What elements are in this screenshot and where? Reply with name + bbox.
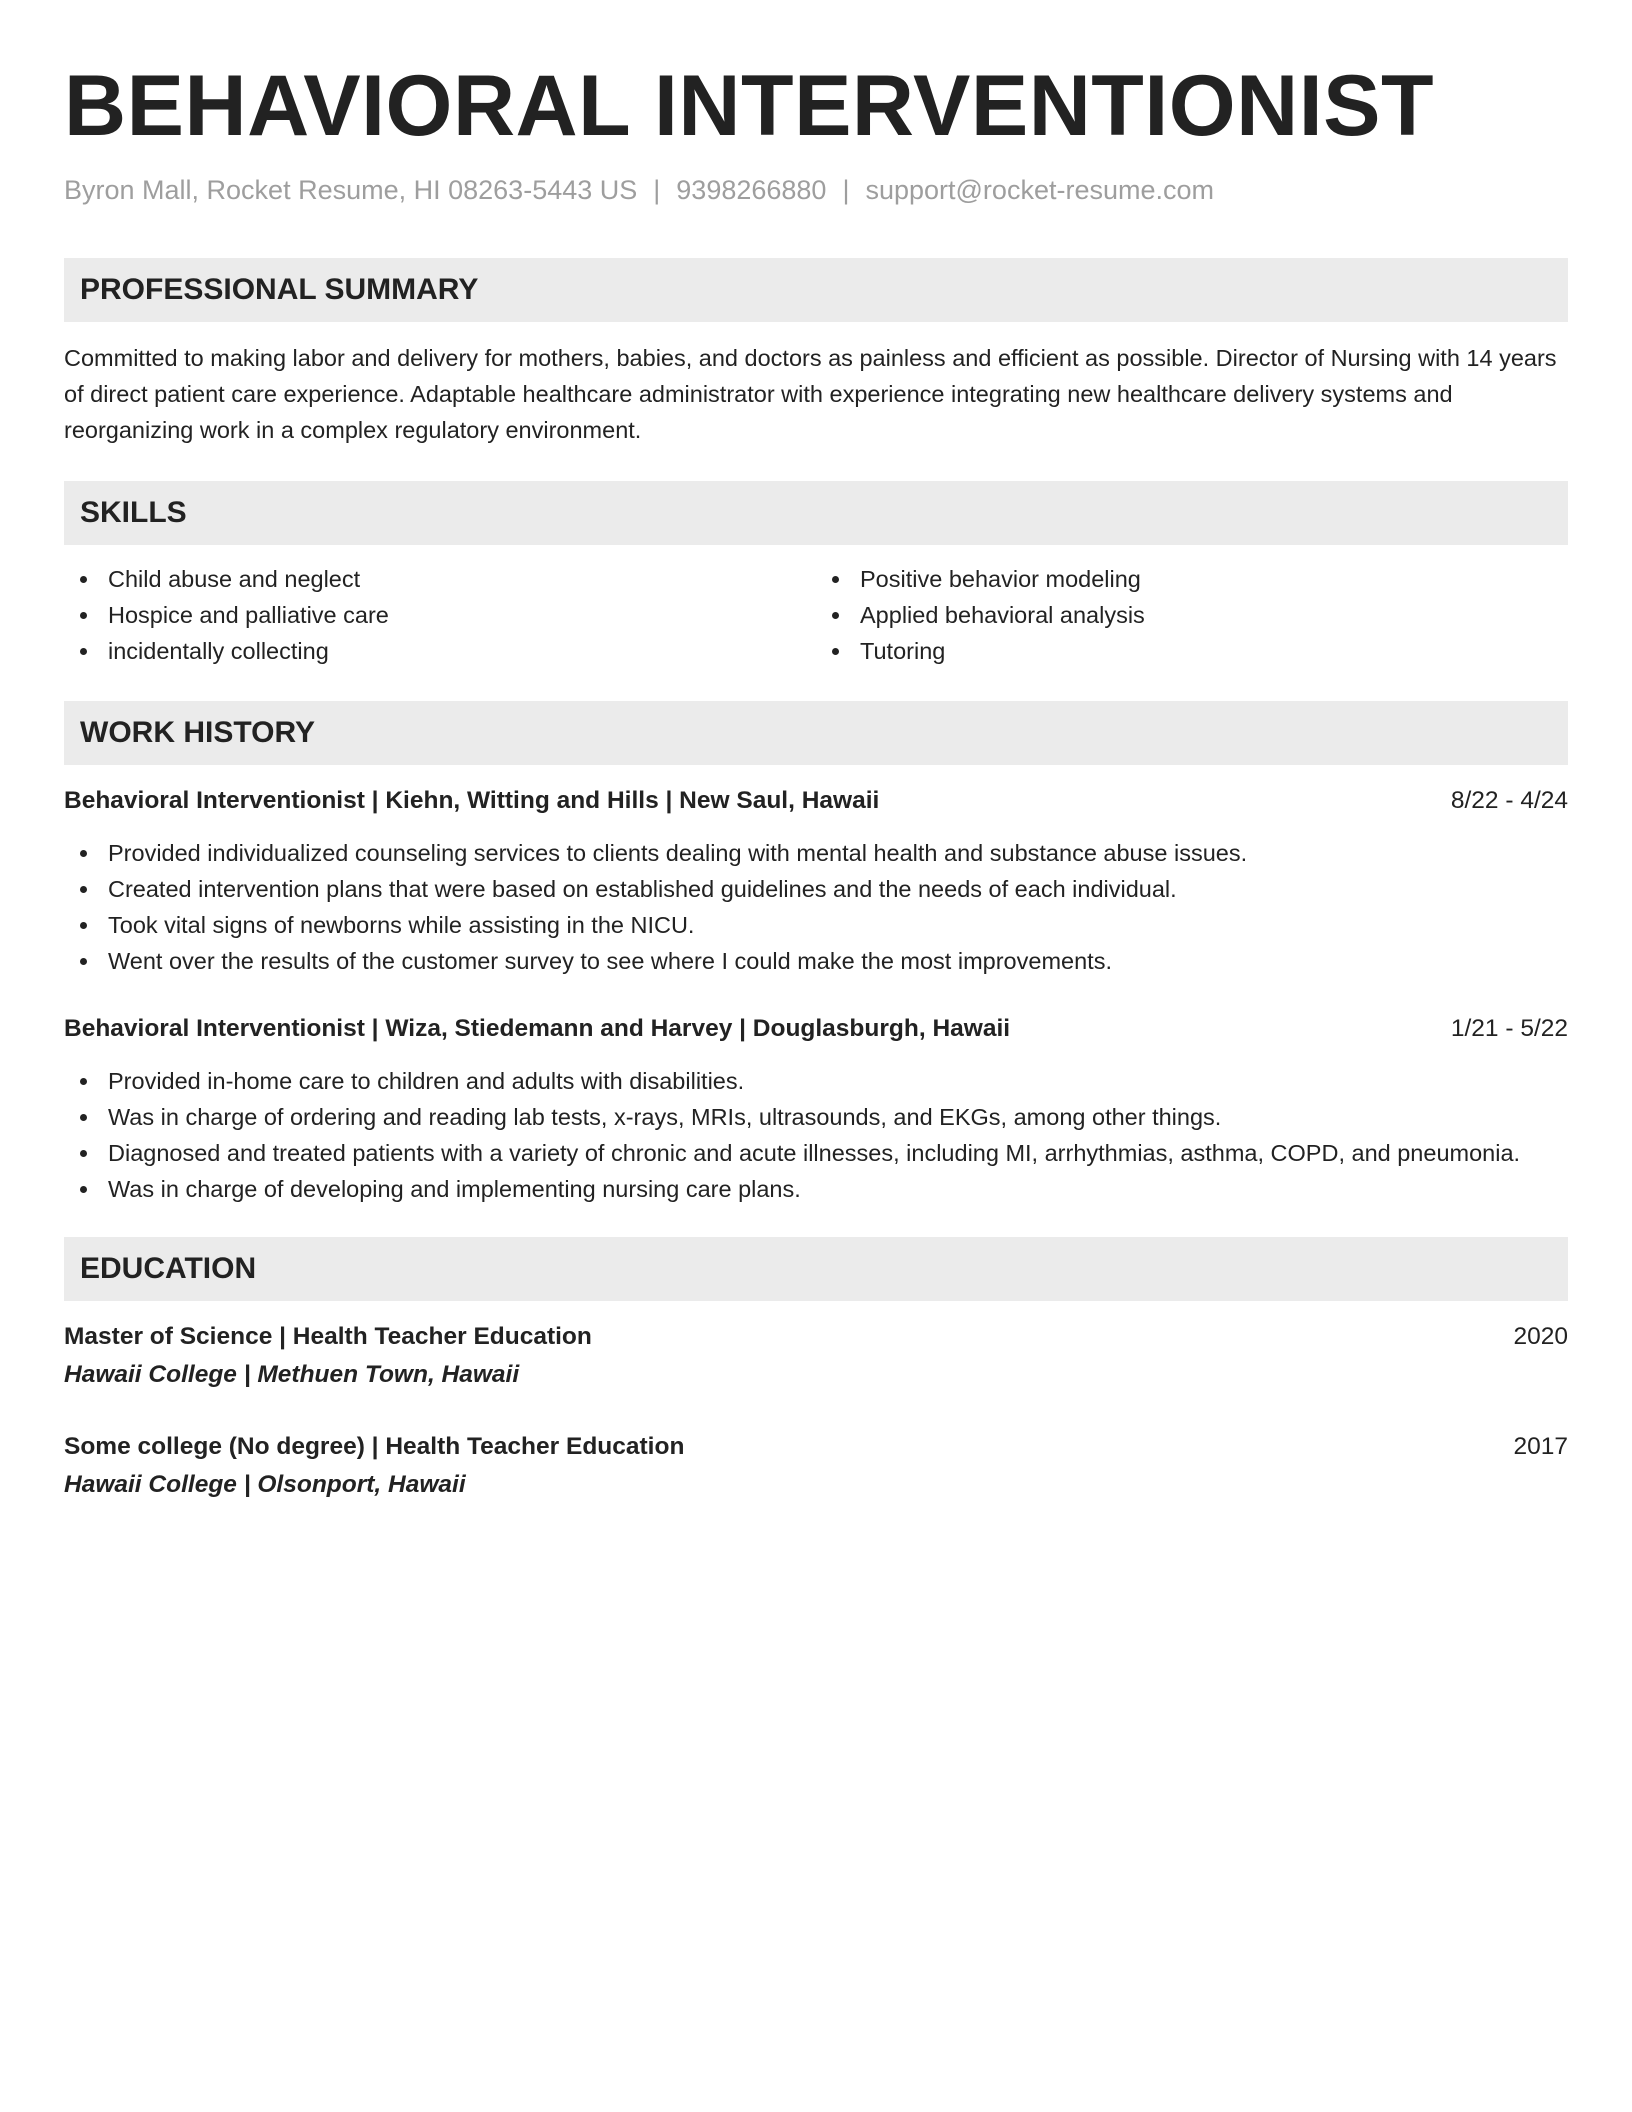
education-school: Hawaii College | Olsonport, Hawaii [64,1471,466,1498]
summary-heading: PROFESSIONAL SUMMARY [64,258,1568,322]
job-bullet: Was in charge of developing and implementing nursing care plans. [64,1171,1568,1207]
job-header [64,1011,1568,1047]
job-title: Behavioral Interventionist | Kiehn, Witting and Hills | New Saul, Hawaii [64,787,880,814]
job-bullet: Provided individualized counseling services to clients dealing with mental health and substance abuse issues. [64,835,1568,871]
skill-item: Child abuse and neglect [64,561,816,597]
skill-item: Positive behavior modeling [816,561,1568,597]
education-header [64,1319,1568,1355]
education-entry [64,1319,1568,1395]
contact-address: Byron Mall, Rocket Resume, HI 08263-5443 US [64,175,638,205]
job-bullet: Was in charge of ordering and reading lab tests, x-rays, MRIs, ultrasounds, and EKGs, among other things. [64,1099,1568,1135]
skills-column-right [816,561,1568,669]
job-bullet: Went over the results of the customer survey to see where I could make the most improvements. [64,943,1568,979]
education-entry [64,1429,1568,1505]
skills-heading: SKILLS [64,481,1568,545]
skill-item: Applied behavioral analysis [816,597,1568,633]
education-school: Hawaii College | Methuen Town, Hawaii [64,1361,520,1388]
job-dates: 1/21 - 5/22 [1450,1015,1568,1042]
contact-separator: | [842,175,850,205]
job-title: Behavioral Interventionist | Wiza, Stiedemann and Harvey | Douglasburgh, Hawaii [64,1015,1011,1042]
job-bullets [64,1063,1568,1207]
candidate-name: BEHAVIORAL INTERVENTIONIST [64,58,1435,154]
skills-list [64,561,1568,669]
job-bullet: Created intervention plans that were based on established guidelines and the needs of each individual. [64,871,1568,907]
job-entry [64,1011,1568,1207]
education-year: 2017 [1513,1433,1568,1460]
contact-separator: | [653,175,661,205]
education-year: 2020 [1513,1323,1568,1350]
job-dates: 8/22 - 4/24 [1450,787,1568,814]
education-heading: EDUCATION [64,1237,1568,1301]
job-bullet: Diagnosed and treated patients with a variety of chronic and acute illnesses, including MI, arrhythmias, asthma, COPD, and pneumonia. [64,1135,1568,1171]
job-bullets [64,835,1568,979]
contact-line [64,172,1568,208]
contact-email: support@rocket-resume.com [865,175,1214,205]
job-bullet: Provided in-home care to children and adults with disabilities. [64,1063,1568,1099]
work-history-heading: WORK HISTORY [64,701,1568,765]
education-degree: Master of Science | Health Teacher Education [64,1323,592,1350]
job-header [64,783,1568,819]
education-header [64,1429,1568,1465]
skill-item: incidentally collecting [64,633,816,669]
skills-column-left [64,561,816,669]
job-bullet: Took vital signs of newborns while assisting in the NICU. [64,907,1568,943]
job-entry [64,783,1568,979]
contact-phone: 9398266880 [676,175,827,205]
skill-item: Hospice and palliative care [64,597,816,633]
summary-text: Committed to making labor and delivery for mothers, babies, and doctors as painless and efficient as possible. Director of Nursing with 14 years of direct patient care experience. Adaptable healthcare administrator with experience integrating new healthcare delivery systems and reorganizing work in a complex regulatory environment. [64,345,1557,443]
skill-item: Tutoring [816,633,1568,669]
education-degree: Some college (No degree) | Health Teacher Education [64,1433,685,1460]
